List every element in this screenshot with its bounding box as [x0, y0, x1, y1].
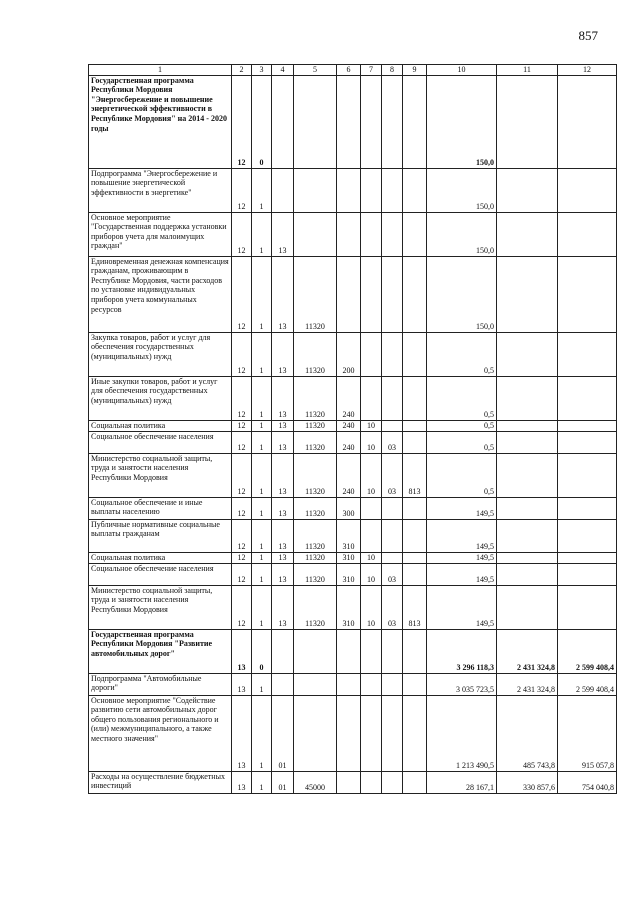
table-cell: [361, 771, 382, 793]
table-cell: [403, 431, 427, 453]
table-cell: [403, 376, 427, 420]
row-label-cell: Подпрограмма "Автомобильные дороги": [89, 673, 232, 695]
table-cell: 1: [252, 519, 272, 552]
table-cell: 03: [382, 453, 403, 497]
table-cell: 12: [232, 75, 252, 168]
table-cell: 150,0: [427, 168, 497, 212]
table-cell: 11320: [294, 332, 337, 376]
table-row: [89, 212, 617, 256]
table-cell: 2 431 324,8: [497, 629, 558, 673]
table-cell: 0,5: [427, 431, 497, 453]
table-cell: [558, 497, 617, 519]
table-cell: [382, 376, 403, 420]
column-header: 1: [89, 65, 232, 76]
table-cell: 12: [232, 552, 252, 563]
table-cell: 240: [337, 431, 361, 453]
row-label-cell: Иные закупки товаров, работ и услуг для обеспечения государственных (муниципальных) нужд: [89, 376, 232, 420]
table-cell: [558, 552, 617, 563]
table-cell: 45000: [294, 771, 337, 793]
table-cell: 11320: [294, 552, 337, 563]
table-cell: 0,5: [427, 420, 497, 431]
table-cell: 149,5: [427, 563, 497, 585]
table-cell: [403, 256, 427, 332]
column-header: 6: [337, 65, 361, 76]
table-cell: [497, 552, 558, 563]
table-cell: 03: [382, 585, 403, 629]
table-cell: [497, 376, 558, 420]
table-cell: [497, 168, 558, 212]
table-cell: [382, 75, 403, 168]
table-cell: [361, 695, 382, 771]
table-cell: 03: [382, 431, 403, 453]
table-cell: [382, 552, 403, 563]
table-cell: 13: [272, 376, 294, 420]
table-cell: [558, 376, 617, 420]
table-cell: 12: [232, 376, 252, 420]
table-cell: 10: [361, 453, 382, 497]
table-cell: [294, 695, 337, 771]
table-cell: 200: [337, 332, 361, 376]
table-cell: [294, 212, 337, 256]
table-cell: 12: [232, 332, 252, 376]
table-cell: [361, 673, 382, 695]
table-cell: 13: [272, 332, 294, 376]
row-label-cell: Министерство социальной защиты, труда и занятости населения Республики Мордовия: [89, 453, 232, 497]
column-header: 3: [252, 65, 272, 76]
table-cell: 330 857,6: [497, 771, 558, 793]
table-cell: [497, 212, 558, 256]
table-cell: 12: [232, 497, 252, 519]
table-cell: [497, 585, 558, 629]
table-row: [89, 431, 617, 453]
table-cell: [497, 420, 558, 431]
table-cell: 1: [252, 497, 272, 519]
table-cell: [403, 629, 427, 673]
table-cell: [382, 673, 403, 695]
table-cell: [403, 497, 427, 519]
table-cell: [337, 673, 361, 695]
table-cell: 10: [361, 552, 382, 563]
table-cell: [497, 497, 558, 519]
table-cell: 1: [252, 585, 272, 629]
table-cell: 310: [337, 519, 361, 552]
table-cell: [497, 256, 558, 332]
table-row: [89, 420, 617, 431]
table-cell: [337, 629, 361, 673]
table-cell: 485 743,8: [497, 695, 558, 771]
table-row: [89, 376, 617, 420]
table-cell: [403, 563, 427, 585]
table-cell: 13: [232, 695, 252, 771]
table-cell: [558, 519, 617, 552]
table-cell: [294, 673, 337, 695]
table-cell: 11320: [294, 256, 337, 332]
table-cell: 13: [272, 585, 294, 629]
table-cell: [558, 431, 617, 453]
table-cell: 10: [361, 431, 382, 453]
table-row: [89, 168, 617, 212]
row-label-cell: Социальное обеспечение населения: [89, 563, 232, 585]
table-cell: 1: [252, 168, 272, 212]
table-cell: 11320: [294, 420, 337, 431]
table-cell: [382, 420, 403, 431]
table-cell: 1: [252, 420, 272, 431]
table-cell: 0,5: [427, 332, 497, 376]
page-number: 857: [578, 28, 598, 43]
table-cell: 150,0: [427, 212, 497, 256]
table-cell: 12: [232, 420, 252, 431]
table-cell: 10: [361, 420, 382, 431]
table-cell: 1: [252, 453, 272, 497]
table-cell: 2 599 408,4: [558, 629, 617, 673]
table-cell: [497, 332, 558, 376]
table-cell: 3 296 118,3: [427, 629, 497, 673]
table-cell: 12: [232, 431, 252, 453]
table-cell: 813: [403, 585, 427, 629]
table-row: [89, 563, 617, 585]
table-cell: 11320: [294, 519, 337, 552]
table-cell: 13: [272, 212, 294, 256]
table-row: [89, 256, 617, 332]
table-cell: 10: [361, 585, 382, 629]
table-cell: [403, 552, 427, 563]
table-cell: 0,5: [427, 376, 497, 420]
table-cell: 3 035 723,5: [427, 673, 497, 695]
table-cell: [382, 695, 403, 771]
table-cell: 13: [272, 563, 294, 585]
table-cell: 12: [232, 256, 252, 332]
table-cell: 12: [232, 563, 252, 585]
table-cell: 13: [272, 256, 294, 332]
table-cell: 0,5: [427, 453, 497, 497]
table-cell: 13: [272, 431, 294, 453]
table-row: [89, 673, 617, 695]
table-cell: 1: [252, 563, 272, 585]
table-cell: [558, 585, 617, 629]
table-cell: 149,5: [427, 585, 497, 629]
table-cell: [382, 168, 403, 212]
table-cell: 240: [337, 420, 361, 431]
table-cell: [337, 771, 361, 793]
table-cell: [497, 453, 558, 497]
row-label-cell: Социальная политика: [89, 552, 232, 563]
table-cell: 754 040,8: [558, 771, 617, 793]
table-cell: 1: [252, 212, 272, 256]
table-cell: 1: [252, 552, 272, 563]
table-cell: 01: [272, 771, 294, 793]
row-label-cell: Министерство социальной защиты, труда и занятости населения Республики Мордовия: [89, 585, 232, 629]
table-cell: 150,0: [427, 256, 497, 332]
table-cell: 1 213 490,5: [427, 695, 497, 771]
row-label-cell: Публичные нормативные социальные выплаты гражданам: [89, 519, 232, 552]
table-cell: 310: [337, 563, 361, 585]
table-cell: 150,0: [427, 75, 497, 168]
table-row: [89, 519, 617, 552]
table-cell: 12: [232, 168, 252, 212]
table-cell: [382, 771, 403, 793]
table-cell: 149,5: [427, 552, 497, 563]
table-cell: [337, 168, 361, 212]
table-cell: 13: [272, 420, 294, 431]
table-cell: [558, 212, 617, 256]
table-row: [89, 453, 617, 497]
table-cell: [497, 75, 558, 168]
table-cell: [294, 168, 337, 212]
table-cell: [558, 332, 617, 376]
table-cell: [382, 519, 403, 552]
row-label-cell: Единовременная денежная компенсация гражданам, проживающим в Республике Мордовия, части расходов по установке индивидуальных приборов учета коммунальных ресурсов: [89, 256, 232, 332]
table-cell: 2 599 408,4: [558, 673, 617, 695]
table-row: [89, 629, 617, 673]
table-cell: [403, 75, 427, 168]
row-label-cell: Социальная политика: [89, 420, 232, 431]
row-label-cell: Подпрограмма "Энергосбережение и повышение энергетической эффективности в энергетике": [89, 168, 232, 212]
row-label-cell: Закупка товаров, работ и услуг для обеспечения государственных (муниципальных) нужд: [89, 332, 232, 376]
table-cell: [558, 256, 617, 332]
table-cell: [403, 168, 427, 212]
row-label-cell: Основное мероприятие "Содействие развитию сети автомобильных дорог общего пользования регионального и (или) межмуниципального, а также местного значения": [89, 695, 232, 771]
table-cell: 11320: [294, 497, 337, 519]
table-cell: [272, 629, 294, 673]
table-cell: 240: [337, 453, 361, 497]
table-cell: 11320: [294, 431, 337, 453]
column-header: 4: [272, 65, 294, 76]
table-cell: [361, 332, 382, 376]
table-cell: 13: [232, 629, 252, 673]
table-cell: 1: [252, 673, 272, 695]
table-cell: 12: [232, 519, 252, 552]
table-cell: 13: [232, 771, 252, 793]
table-cell: [361, 497, 382, 519]
table-cell: 149,5: [427, 519, 497, 552]
table-cell: [361, 168, 382, 212]
table-cell: [361, 75, 382, 168]
table-cell: [337, 256, 361, 332]
table-cell: [403, 332, 427, 376]
table-cell: 13: [272, 519, 294, 552]
table-cell: [403, 212, 427, 256]
table-cell: [382, 256, 403, 332]
table-row: [89, 695, 617, 771]
table-cell: 915 057,8: [558, 695, 617, 771]
table-cell: [382, 629, 403, 673]
table-cell: 10: [361, 563, 382, 585]
table-cell: [382, 332, 403, 376]
column-header: 11: [497, 65, 558, 76]
table-cell: [558, 563, 617, 585]
table-cell: [403, 771, 427, 793]
column-header: 12: [558, 65, 617, 76]
table-cell: [361, 519, 382, 552]
table-cell: 28 167,1: [427, 771, 497, 793]
table-cell: 2 431 324,8: [497, 673, 558, 695]
table-cell: [272, 673, 294, 695]
row-label-cell: Государственная программа Республики Мордовия "Энергосбережение и повышение энергетической эффективности в Республике Мордовия" на 2014 - 2020 годы: [89, 75, 232, 168]
table-cell: [294, 75, 337, 168]
table-cell: 1: [252, 695, 272, 771]
table-cell: 03: [382, 563, 403, 585]
table-cell: [361, 212, 382, 256]
column-header: 8: [382, 65, 403, 76]
row-label-cell: Социальное обеспечение населения: [89, 431, 232, 453]
column-header: 2: [232, 65, 252, 76]
table-cell: 1: [252, 376, 272, 420]
table-cell: 12: [232, 453, 252, 497]
table-cell: [272, 75, 294, 168]
table-cell: 01: [272, 695, 294, 771]
table-cell: 12: [232, 585, 252, 629]
row-label-cell: Расходы на осуществление бюджетных инвестиций: [89, 771, 232, 793]
table-cell: [272, 168, 294, 212]
table-cell: 240: [337, 376, 361, 420]
table-cell: 813: [403, 453, 427, 497]
table-cell: [558, 75, 617, 168]
table-cell: [558, 453, 617, 497]
table-cell: 13: [232, 673, 252, 695]
table-cell: [558, 420, 617, 431]
table-cell: [497, 519, 558, 552]
table-cell: 310: [337, 585, 361, 629]
table-cell: 13: [272, 552, 294, 563]
table-cell: 11320: [294, 376, 337, 420]
column-header: 5: [294, 65, 337, 76]
table-cell: [337, 695, 361, 771]
table-row: [89, 332, 617, 376]
table-row: [89, 552, 617, 563]
column-header: 9: [403, 65, 427, 76]
row-label-cell: Социальное обеспечение и иные выплаты населению: [89, 497, 232, 519]
table-cell: 11320: [294, 453, 337, 497]
table-cell: [294, 629, 337, 673]
table-cell: 1: [252, 431, 272, 453]
table-cell: 1: [252, 332, 272, 376]
table-cell: [403, 420, 427, 431]
table-cell: [361, 629, 382, 673]
row-label-cell: Основное мероприятие "Государственная поддержка установки приборов учета для малоимущих граждан": [89, 212, 232, 256]
table-cell: [558, 168, 617, 212]
table-cell: [361, 376, 382, 420]
table-cell: 0: [252, 629, 272, 673]
table-cell: 1: [252, 771, 272, 793]
table-cell: 1: [252, 256, 272, 332]
table-cell: [403, 519, 427, 552]
row-label-cell: Государственная программа Республики Мордовия "Развитие автомобильных дорог": [89, 629, 232, 673]
table-cell: [497, 563, 558, 585]
table-row: [89, 585, 617, 629]
table-cell: 300: [337, 497, 361, 519]
table-cell: 11320: [294, 585, 337, 629]
table-cell: [497, 431, 558, 453]
table-cell: [403, 673, 427, 695]
table-cell: [361, 256, 382, 332]
table-row: [89, 75, 617, 168]
table-cell: 13: [272, 453, 294, 497]
table-cell: 12: [232, 212, 252, 256]
table-row: [89, 497, 617, 519]
table-cell: [382, 212, 403, 256]
table-cell: 13: [272, 497, 294, 519]
table-cell: 11320: [294, 563, 337, 585]
column-header: 10: [427, 65, 497, 76]
table-cell: 0: [252, 75, 272, 168]
table-cell: 149,5: [427, 497, 497, 519]
header-row: [89, 65, 617, 76]
table-cell: [337, 75, 361, 168]
column-header: 7: [361, 65, 382, 76]
table-cell: [337, 212, 361, 256]
table-cell: [403, 695, 427, 771]
table-row: [89, 771, 617, 793]
table-cell: [382, 497, 403, 519]
table-cell: 310: [337, 552, 361, 563]
budget-table: [88, 64, 617, 794]
